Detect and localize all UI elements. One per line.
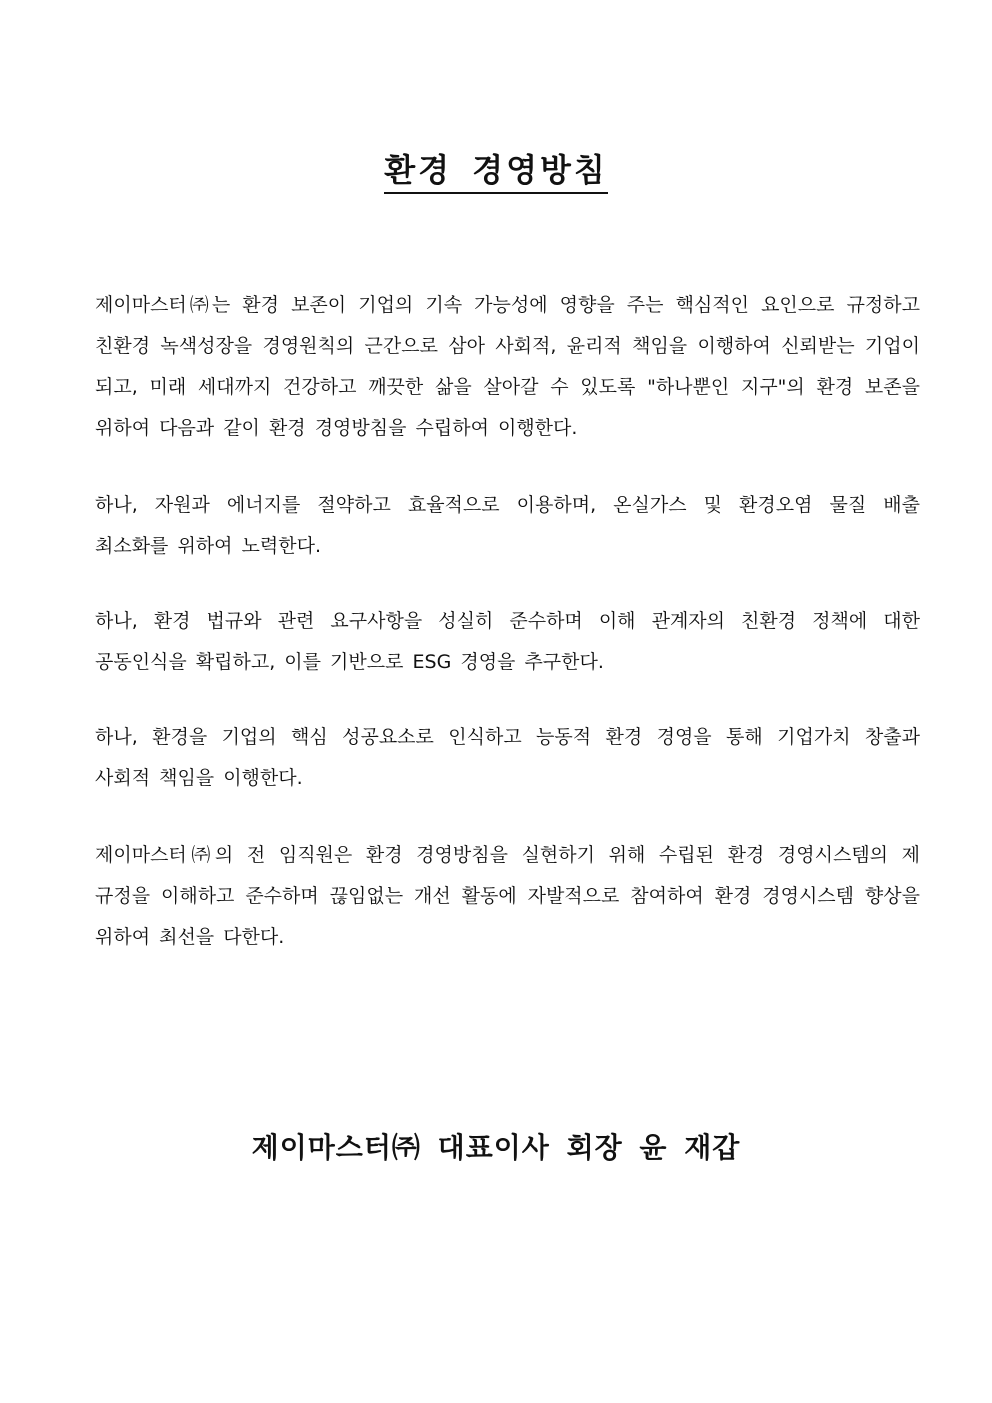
intro-paragraph: 제이마스터㈜는 환경 보존이 기업의 기속 가능성에 영향을 주는 핵심적인 요인으로 규정하고 친환경 녹색성장을 경영원칙의 근간으로 삼아 사회적, 윤리적 책임을 이행하여 신뢰받는 기업이 되고, 미래 세대까지 건강하고 깨끗한 삶을 살아갈 수 있도록 "하나뿐인 지구"의 환경 보존을 위하여 다음과 같이 환경 경영방침을 수립하여 이행한다. [95, 294, 920, 439]
signature-line: 제이마스터㈜ 대표이사 회장 윤 재갑 [251, 1131, 741, 1164]
policy-item-value-creation: 하나, 환경을 기업의 핵심 성공요소로 인식하고 능동적 환경 경영을 통해 기업가치 창출과 사회적 책임을 이행한다. [95, 726, 920, 789]
document-title-text: 환경 경영방침 [384, 150, 608, 194]
closing-paragraph: 제이마스터㈜의 전 임직원은 환경 경영방침을 실현하기 위해 수립된 환경 경영시스템의 제 규정을 이해하고 준수하며 끊임없는 개선 활동에 자발적으로 참여하여 환경 경영시스템 향상을 위하여 최선을 다한다. [95, 844, 920, 948]
policy-item-compliance: 하나, 환경 법규와 관련 요구사항을 성실히 준수하며 이해 관계자의 친환경 정책에 대한 공동인식을 확립하고, 이를 기반으로 ESG 경영을 추구한다. [95, 610, 920, 673]
policy-item-resources: 하나, 자원과 에너지를 절약하고 효율적으로 이용하며, 온실가스 및 환경오염 물질 배출 최소화를 위하여 노력한다. [95, 494, 920, 557]
document-title [0, 150, 992, 194]
